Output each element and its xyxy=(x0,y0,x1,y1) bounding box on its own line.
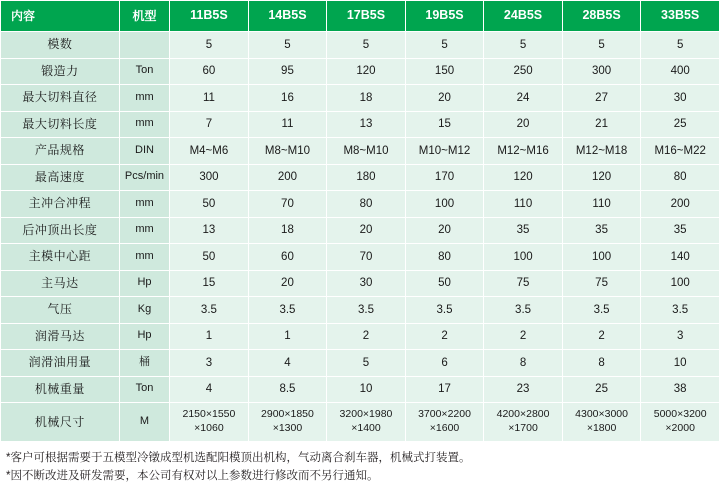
cell-value: 15 xyxy=(405,111,484,138)
cell-value: 80 xyxy=(405,244,484,271)
cell-value: 3.5 xyxy=(248,297,327,324)
cell-value: 15 xyxy=(170,270,249,297)
row-label: 主冲合冲程 xyxy=(1,191,120,218)
cell-value: 35 xyxy=(484,217,563,244)
cell-value: 5 xyxy=(327,32,406,59)
cell-value: 50 xyxy=(170,191,249,218)
row-label: 润滑马达 xyxy=(1,323,120,350)
cell-value: 5 xyxy=(405,32,484,59)
cell-value: 30 xyxy=(641,85,720,112)
table-row xyxy=(1,323,720,350)
cell-value: 2 xyxy=(484,323,563,350)
row-unit xyxy=(119,32,169,59)
cell-value: 5000×3200 ×2000 xyxy=(641,403,720,442)
row-unit: Hp xyxy=(119,270,169,297)
cell-value: 60 xyxy=(248,244,327,271)
row-label: 后冲顶出长度 xyxy=(1,217,120,244)
row-unit: Hp xyxy=(119,323,169,350)
header-model-1: 11B5S xyxy=(170,1,249,32)
cell-value: 80 xyxy=(641,164,720,191)
row-label: 最大切料直径 xyxy=(1,85,120,112)
cell-value: 150 xyxy=(405,58,484,85)
row-label: 产品规格 xyxy=(1,138,120,165)
row-label: 锻造力 xyxy=(1,58,120,85)
cell-value: 250 xyxy=(484,58,563,85)
table-row xyxy=(1,217,720,244)
cell-value: 3 xyxy=(170,350,249,377)
row-unit: Ton xyxy=(119,58,169,85)
cell-value: 20 xyxy=(405,85,484,112)
cell-value: 11 xyxy=(248,111,327,138)
cell-value: 30 xyxy=(327,270,406,297)
cell-value: 1 xyxy=(170,323,249,350)
cell-value: 110 xyxy=(484,191,563,218)
cell-value: 70 xyxy=(248,191,327,218)
cell-value: 80 xyxy=(327,191,406,218)
row-unit: Ton xyxy=(119,376,169,403)
cell-value: 16 xyxy=(248,85,327,112)
cell-value: 11 xyxy=(170,85,249,112)
cell-value: 100 xyxy=(641,270,720,297)
cell-value: 3700×2200 ×1600 xyxy=(405,403,484,442)
cell-value: 300 xyxy=(170,164,249,191)
header-model-7: 33B5S xyxy=(641,1,720,32)
table-row xyxy=(1,270,720,297)
cell-value: 50 xyxy=(170,244,249,271)
cell-value: M12~M16 xyxy=(484,138,563,165)
footnote-2: *因不断改进及研发需要，本公司有权对以上参数进行修改而不另行通知。 xyxy=(6,469,379,482)
cell-value: 13 xyxy=(327,111,406,138)
footnotes xyxy=(0,442,720,486)
cell-value: 5 xyxy=(170,32,249,59)
cell-value: 24 xyxy=(484,85,563,112)
cell-value: 75 xyxy=(562,270,641,297)
row-label: 主模中心距 xyxy=(1,244,120,271)
row-unit: M xyxy=(119,403,169,442)
row-label: 机械尺寸 xyxy=(1,403,120,442)
cell-value: 20 xyxy=(248,270,327,297)
table-row xyxy=(1,85,720,112)
cell-value: 3.5 xyxy=(562,297,641,324)
cell-value: 23 xyxy=(484,376,563,403)
cell-value: 27 xyxy=(562,85,641,112)
table-row xyxy=(1,350,720,377)
footnote-1: *客户可根据需要于五模型冷镦成型机选配阳模顶出机构，气动离合刹车器，机械式打装置。 xyxy=(6,452,471,464)
cell-value: 3.5 xyxy=(405,297,484,324)
cell-value: 60 xyxy=(170,58,249,85)
cell-value: M10~M12 xyxy=(405,138,484,165)
cell-value: 8 xyxy=(484,350,563,377)
cell-value: 3200×1980 ×1400 xyxy=(327,403,406,442)
cell-value: 20 xyxy=(484,111,563,138)
cell-value: M12~M18 xyxy=(562,138,641,165)
cell-value: M8~M10 xyxy=(248,138,327,165)
row-label: 主马达 xyxy=(1,270,120,297)
cell-value: 20 xyxy=(405,217,484,244)
header-content-label: 内容 xyxy=(1,1,120,32)
header-model-6: 28B5S xyxy=(562,1,641,32)
table-row xyxy=(1,191,720,218)
cell-value: 20 xyxy=(327,217,406,244)
row-label: 润滑油用量 xyxy=(1,350,120,377)
cell-value: 38 xyxy=(641,376,720,403)
cell-value: 10 xyxy=(327,376,406,403)
table-row xyxy=(1,164,720,191)
header-model-4: 19B5S xyxy=(405,1,484,32)
row-unit: mm xyxy=(119,191,169,218)
cell-value: 180 xyxy=(327,164,406,191)
cell-value: 35 xyxy=(562,217,641,244)
cell-value: 100 xyxy=(562,244,641,271)
cell-value: 5 xyxy=(484,32,563,59)
cell-value: 95 xyxy=(248,58,327,85)
cell-value: 2 xyxy=(327,323,406,350)
cell-value: 6 xyxy=(405,350,484,377)
cell-value: 5 xyxy=(327,350,406,377)
cell-value: 3.5 xyxy=(641,297,720,324)
cell-value: 1 xyxy=(248,323,327,350)
row-unit: mm xyxy=(119,217,169,244)
cell-value: 4 xyxy=(248,350,327,377)
table-row xyxy=(1,111,720,138)
cell-value: 170 xyxy=(405,164,484,191)
cell-value: 3.5 xyxy=(170,297,249,324)
row-unit: 桶 xyxy=(119,350,169,377)
cell-value: 25 xyxy=(641,111,720,138)
row-label: 最大切料长度 xyxy=(1,111,120,138)
cell-value: 8 xyxy=(562,350,641,377)
row-label: 机械重量 xyxy=(1,376,120,403)
cell-value: 4 xyxy=(170,376,249,403)
cell-value: 2 xyxy=(562,323,641,350)
cell-value: 2900×1850 ×1300 xyxy=(248,403,327,442)
cell-value: 25 xyxy=(562,376,641,403)
table-row xyxy=(1,403,720,442)
cell-value: 3.5 xyxy=(327,297,406,324)
cell-value: 120 xyxy=(562,164,641,191)
table-row xyxy=(1,138,720,165)
cell-value: 7 xyxy=(170,111,249,138)
cell-value: 75 xyxy=(484,270,563,297)
cell-value: 21 xyxy=(562,111,641,138)
cell-value: 200 xyxy=(248,164,327,191)
row-unit: mm xyxy=(119,85,169,112)
cell-value: 8.5 xyxy=(248,376,327,403)
cell-value: 50 xyxy=(405,270,484,297)
row-unit: mm xyxy=(119,111,169,138)
cell-value: 100 xyxy=(484,244,563,271)
header-model-5: 24B5S xyxy=(484,1,563,32)
cell-value: 200 xyxy=(641,191,720,218)
table-row xyxy=(1,297,720,324)
table-row xyxy=(1,376,720,403)
header-model-3: 17B5S xyxy=(327,1,406,32)
cell-value: 5 xyxy=(641,32,720,59)
cell-value: 4300×3000 ×1800 xyxy=(562,403,641,442)
cell-value: 5 xyxy=(248,32,327,59)
cell-value: 5 xyxy=(562,32,641,59)
row-label: 气压 xyxy=(1,297,120,324)
cell-value: 2150×1550 ×1060 xyxy=(170,403,249,442)
cell-value: 110 xyxy=(562,191,641,218)
cell-value: 35 xyxy=(641,217,720,244)
cell-value: 400 xyxy=(641,58,720,85)
cell-value: 100 xyxy=(405,191,484,218)
cell-value: M4~M6 xyxy=(170,138,249,165)
row-unit: DIN xyxy=(119,138,169,165)
table-body xyxy=(1,1,720,442)
cell-value: 13 xyxy=(170,217,249,244)
table-header-row xyxy=(1,1,720,32)
row-label: 最高速度 xyxy=(1,164,120,191)
cell-value: 70 xyxy=(327,244,406,271)
cell-value: 4200×2800 ×1700 xyxy=(484,403,563,442)
table-row xyxy=(1,32,720,59)
cell-value: 3.5 xyxy=(484,297,563,324)
cell-value: 120 xyxy=(327,58,406,85)
cell-value: 120 xyxy=(484,164,563,191)
cell-value: 300 xyxy=(562,58,641,85)
cell-value: M16~M22 xyxy=(641,138,720,165)
table-row xyxy=(1,244,720,271)
cell-value: 140 xyxy=(641,244,720,271)
cell-value: M8~M10 xyxy=(327,138,406,165)
cell-value: 2 xyxy=(405,323,484,350)
row-unit: mm xyxy=(119,244,169,271)
cell-value: 17 xyxy=(405,376,484,403)
table-row xyxy=(1,58,720,85)
row-unit: Pcs/min xyxy=(119,164,169,191)
header-model-2: 14B5S xyxy=(248,1,327,32)
row-label: 模数 xyxy=(1,32,120,59)
cell-value: 3 xyxy=(641,323,720,350)
row-unit: Kg xyxy=(119,297,169,324)
cell-value: 10 xyxy=(641,350,720,377)
header-model-label: 机型 xyxy=(119,1,169,32)
cell-value: 18 xyxy=(327,85,406,112)
cell-value: 18 xyxy=(248,217,327,244)
